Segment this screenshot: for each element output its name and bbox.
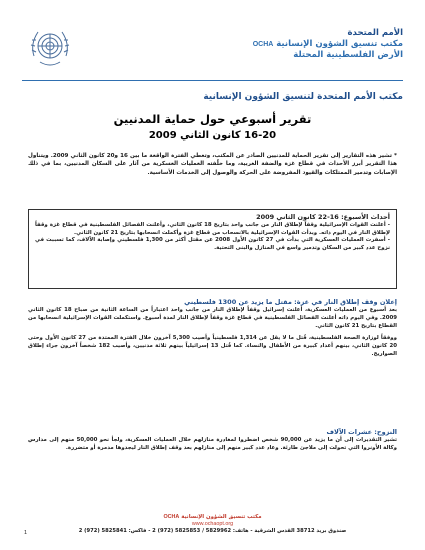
page-number: 1 — [24, 530, 28, 536]
footer-org-arabic: مكتب تنسيق الشؤون الإنسانية — [181, 514, 262, 520]
org-office — [163, 39, 403, 50]
un-emblem-icon — [26, 26, 74, 70]
org-name-block — [163, 28, 403, 61]
footer-website-link[interactable]: www.ochaopt.org — [191, 521, 234, 527]
letterhead — [22, 22, 403, 80]
footer — [70, 514, 355, 540]
footer-org — [70, 514, 355, 521]
section-title: النزوح: عشرات الآلاف — [326, 428, 397, 436]
section-paragraph: بعد أسبوع من العمليات العسكرية، أعلنت إسرائيل وقفاً لإطلاق النار من جانب واحد اعتباراً من الساعة الثانية من صباح 18 كانون الثاني 2009. وفي اليوم ذاته أعلنت الفصائل الفلسطينية في قطاع غزة وقفاً لإطلاق النار لمدة أسبوع. واستكملت القوات الإسرائيلية انسحابها من القطاع بتاريخ 21 كانون الثاني. — [28, 307, 397, 329]
highlights-box — [28, 209, 397, 289]
org-territory: الأرض الفلسطينية المحتلة — [293, 50, 403, 60]
header-divider — [22, 80, 403, 81]
section-paragraph: ووفقاً لوزارة الصحة الفلسطينية، قُتل ما لا يقل عن 1,314 فلسطينياً وأصيب 5,300 آخرون خلال الفترة الممتدة من 27 كانون الأول وحتى 20 كانون الثاني، بينهم أعداد كبيرة من الأطفال والنساء. كما قُتل 13 إسرائيلياً بينهم ثلاثة مدنيين، وأصيب 182 شخصاً آخرون جراء إطلاق الصواريخ. — [28, 335, 398, 357]
office-title: مكتب الأمم المتحدة لتنسيق الشؤون الإنسانية — [203, 92, 403, 102]
section-displacement — [28, 428, 397, 458]
highlight-item: - أعلنت القوات الإسرائيلية وقفاً لإطلاق النار من جانب واحد بتاريخ 18 كانون الثاني، وأعلنت الفصائل الفلسطينية في قطاع غزة وقفاً لإطلاق النار في اليوم ذاته. وبدأت القوات الإسرائيلية بالانسحاب من قطاع غزة وأكملت انسحابها بتاريخ 21 كانون الثاني. — [35, 222, 390, 236]
org-office-arabic: مكتب تنسيق الشؤون الإنسانية — [276, 39, 403, 49]
report-title: تقرير أسبوعي حول حماية المدنيين — [113, 112, 312, 126]
highlight-item: - أسفرت العمليات العسكرية التي بدأت في 27 كانون الأول 2008 عن مقتل أكثر من 1,300 فلسطيني وإصابة الآلاف، كما تسببت في نزوح عدد كبير من السكان وتدمير واسع في المنازل والبنى التحتية. — [35, 237, 391, 251]
footer-address: صندوق بريد 38712 القدس الشرقية - هاتف: 5829962 / 5825853 (972) 2 - فاكس: 5825841 (972) 2 — [78, 528, 347, 534]
section-paragraph: تشير التقديرات إلى أن ما يزيد عن 90,000 شخص اضطروا لمغادرة منازلهم خلال العمليات العسكرية، ولجأ نحو 50,000 منهم إلى مدارس وكالة الأونروا التي تحولت إلى ملاجئ طارئة. وعاد عدد كبير منهم إلى منازلهم بعد وقف إطلاق النار ليجدوها مدمرة أو متضررة. — [28, 437, 398, 451]
section-ceasefire — [28, 298, 397, 364]
footer-org-acronym: OCHA — [163, 514, 180, 520]
section-title: إعلان وقف إطلاق النار في غزة: مقتل ما يزيد عن 1300 فلسطيني — [184, 298, 397, 306]
highlights-title: أحداث الأسبوع: 16-22 كانون الثاني 2009 — [256, 213, 390, 221]
intro-paragraph: * تشير هذه التقارير إلى تقرير الحماية للمدنيين الصادر عن المكتب، وتغطي الفترة الواقعة ما بين 16 و20 كانون الثاني 2009. ويتناول هذا التقرير أبرز الأحداث في قطاع غزة والضفة الغربية، وما خلّفته العمليات العسكرية من آثار على السكان المدنيين، بما في ذلك الإصابات وتدمير الممتلكات والقيود المفروضة على الحركة والوصول إلى الخدمات الأساسية. — [28, 153, 397, 176]
report-date: 16-20 كانون الثاني 2009 — [148, 130, 277, 141]
org-office-acronym: OCHA — [252, 41, 274, 48]
org-name: الأمم المتحدة — [347, 28, 403, 38]
